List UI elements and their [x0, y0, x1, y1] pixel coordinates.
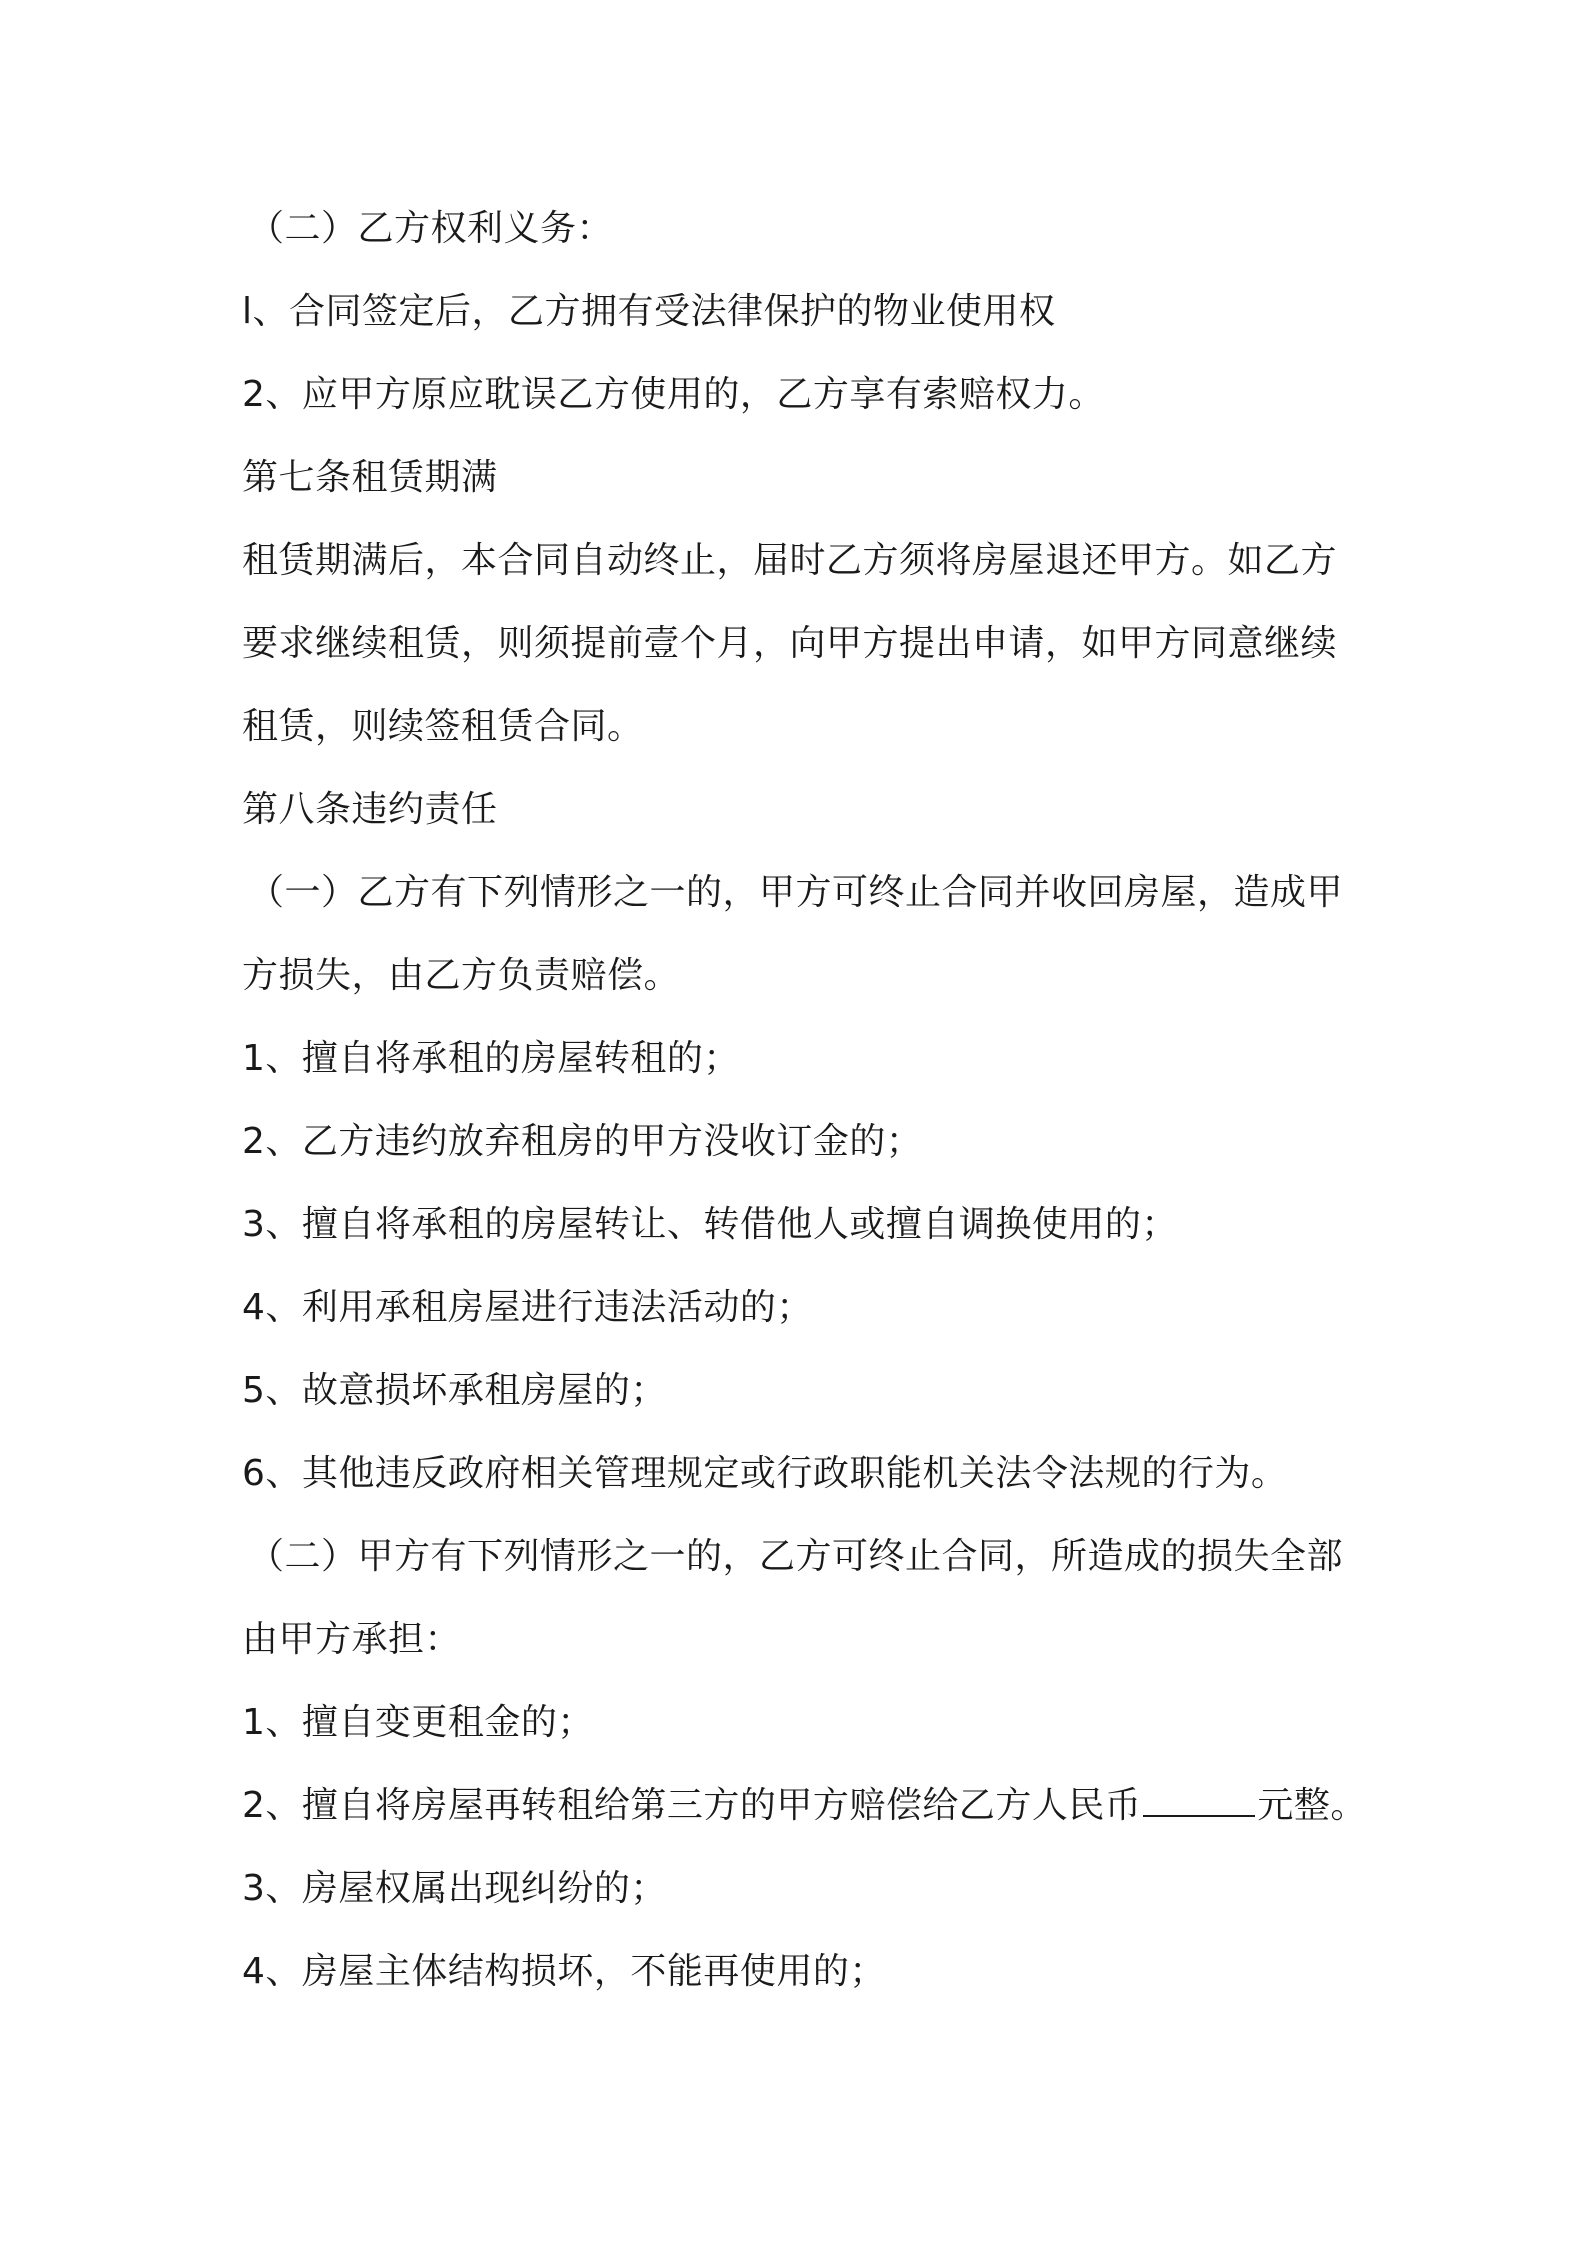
paragraph-line: 租赁，则续签租赁合同。	[242, 706, 644, 747]
clause-item: l、合同签定后，乙方拥有受法律保护的物业使用权	[242, 291, 1056, 332]
clause-item: 2、乙方违约放弃租房的甲方没收订金的；	[242, 1121, 923, 1162]
clause-item: 3、房屋权属出现纠纷的；	[242, 1868, 667, 1909]
clause-item: 4、利用承租房屋进行违法活动的；	[242, 1287, 813, 1328]
paragraph-line: （二）甲方有下列情形之一的，乙方可终止合同，所造成的损失全部	[248, 1536, 1344, 1577]
clause-item: 1、擅自变更租金的；	[242, 1702, 594, 1743]
paragraph-line: 要求继续租赁，则须提前壹个月，向甲方提出申请，如甲方同意继续	[242, 623, 1338, 664]
compensation-text-before: 2、擅自将房屋再转租给第三方的甲方赔偿给乙方人民币	[242, 1785, 1142, 1826]
clause-item: 5、故意损坏承租房屋的；	[242, 1370, 667, 1411]
clause-item: 3、擅自将承租的房屋转让、转借他人或擅自调换使用的；	[242, 1204, 1178, 1245]
clause-item: 2、应甲方原应耽误乙方使用的，乙方享有索赔权力。	[242, 374, 1105, 415]
clause-item-compensation	[242, 1784, 1367, 1828]
amount-blank	[1143, 1785, 1255, 1817]
clause-item: 6、其他违反政府相关管理规定或行政职能机关法令法规的行为。	[242, 1453, 1288, 1494]
clause-item: 4、房屋主体结构损坏，不能再使用的；	[242, 1951, 886, 1992]
paragraph-line: 方损失，由乙方负责赔偿。	[242, 955, 681, 996]
paragraph-line: 由甲方承担：	[242, 1619, 462, 1660]
paragraph-line: 租赁期满后，本合同自动终止，届时乙方须将房屋退还甲方。如乙方	[242, 540, 1338, 581]
clause-item: 1、擅自将承租的房屋转租的；	[242, 1038, 740, 1079]
section-heading-party-b-rights: （二）乙方权利义务：	[248, 208, 614, 249]
paragraph-line: （一）乙方有下列情形之一的，甲方可终止合同并收回房屋，造成甲	[248, 872, 1344, 913]
compensation-text-after: 元整。	[1257, 1785, 1367, 1826]
article-heading-lease-expiry: 第七条租赁期满	[242, 457, 498, 498]
article-heading-breach-liability: 第八条违约责任	[242, 789, 498, 830]
